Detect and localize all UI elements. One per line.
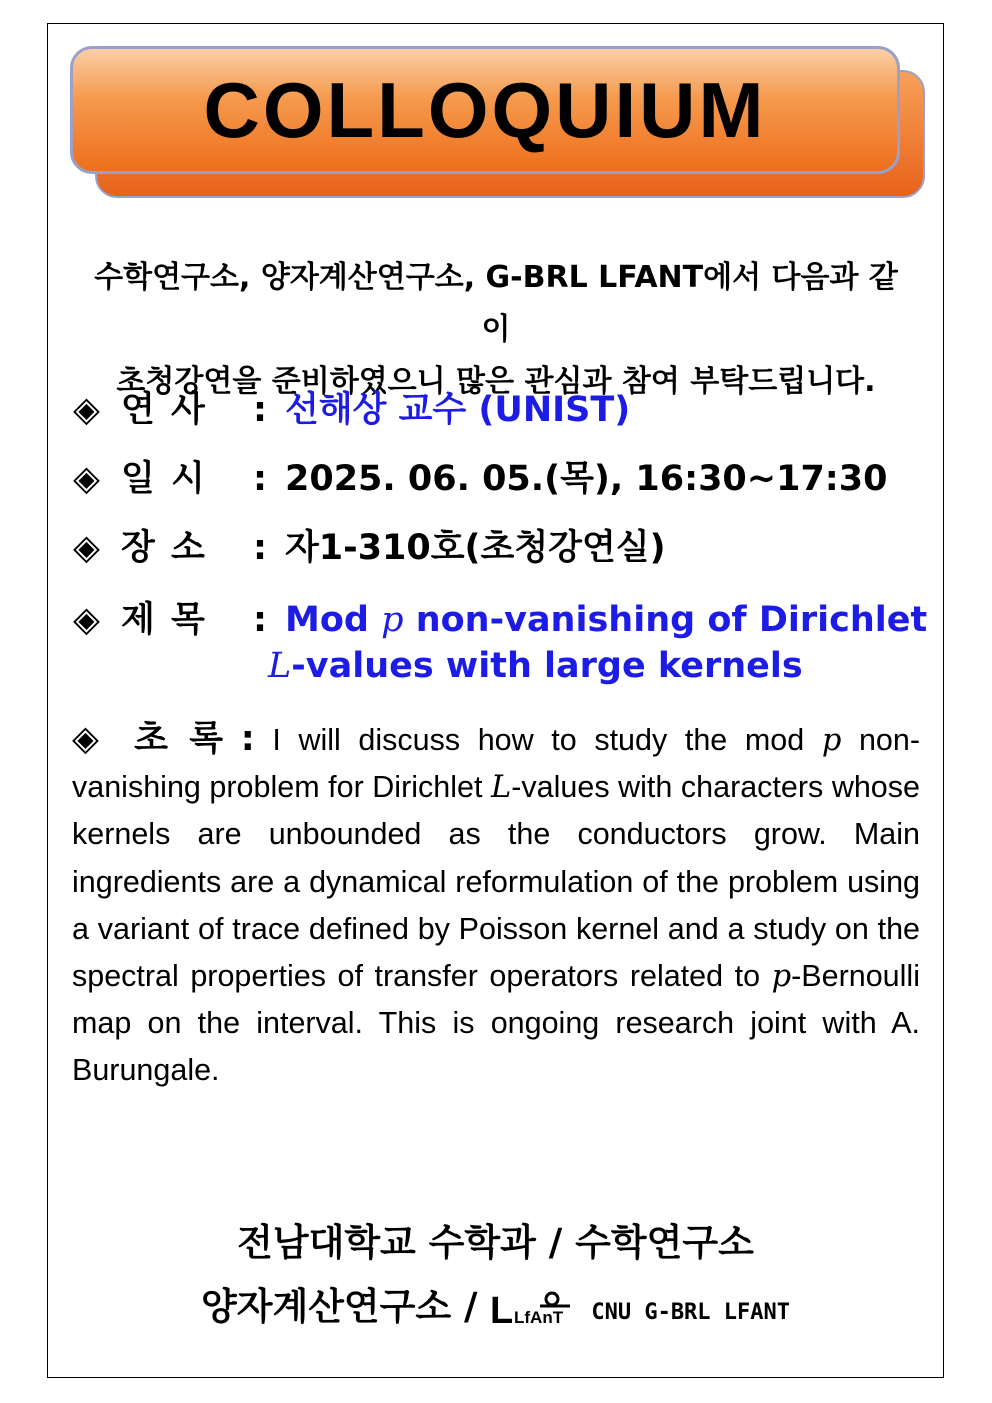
title-part2: non-vanishing of Dirichlet [415,600,928,640]
datetime-row [73,451,888,501]
math-p: p [771,959,792,995]
title-label: 제 목 [121,600,207,640]
speaker-value: 선해상 교수 (UNIST) [285,390,631,430]
svg-text:L: L [490,1289,514,1329]
abstract-text-4: -Bernoulli map on the interval. This is ongoing research joint with A. Burungale. [72,959,920,1088]
diamond-bullet-icon: ◈ [73,528,100,568]
title-part3: -values with large kernels [291,646,803,686]
lfant-logo [490,1289,578,1329]
place-label: 장 소 [121,528,207,568]
lfant-logo-text: LfAnT [514,1307,564,1327]
banner-title: COLLOQUIUM [203,65,767,154]
colon: : [253,528,267,568]
math-p: p [821,723,842,758]
place-value: 자1-310호(초청강연실) [285,528,666,568]
abstract-label: 초 록 [134,719,224,759]
title-row [73,592,927,642]
colon: : [253,459,267,499]
title-banner [70,46,900,174]
diamond-bullet-icon: ◈ [73,390,100,430]
footer-line-2 [47,1276,944,1330]
poster-frame [47,23,944,1378]
datetime-value: 2025. 06. 05.(목), 16:30~17:30 [285,459,888,499]
abstract [72,716,920,1095]
math-L: L [490,770,512,806]
footer-line-1: 전남대학교 수학과 / 수학연구소 [237,1221,754,1264]
colon: : [240,719,255,759]
colon: : [253,390,267,430]
colon: : [253,600,267,640]
diamond-bullet-icon: ◈ [72,719,99,759]
lfant-caption: CNU G-BRL LFANT [591,1300,791,1325]
intro-line-1: 수학연구소, 양자계산연구소, G-BRL LFANT에서 다음과 같이 [94,260,898,347]
abstract-text-2: non-vanishing problem for Dirichlet [72,723,921,805]
diamond-bullet-icon: ◈ [73,459,100,499]
speaker-row [73,382,630,432]
diamond-bullet-icon: ◈ [73,600,100,640]
title-part1: Mod [285,600,369,640]
title-line-2 [268,646,803,686]
intro-line-2: 초청강연을 준비하였으니 많은 관심과 참여 부탁드립니다. [116,364,876,399]
datetime-label: 일 시 [121,459,207,499]
abstract-text-3: -values with characters whose kernels are unbounded as the conductors grow. Main ingredients are a dynamical reformulation of the problem using a variant of trace defined by Poisson kernel and a study on the spectral properties of transfer operators related to [72,770,920,994]
footer-line-2-text: 양자계산연구소 / [200,1285,478,1328]
speaker-label: 연 사 [121,390,207,430]
math-L: L [268,646,292,686]
abstract-text-1: I will discuss how to study the mod [272,723,805,757]
math-p: p [381,600,404,640]
place-row [73,520,666,570]
